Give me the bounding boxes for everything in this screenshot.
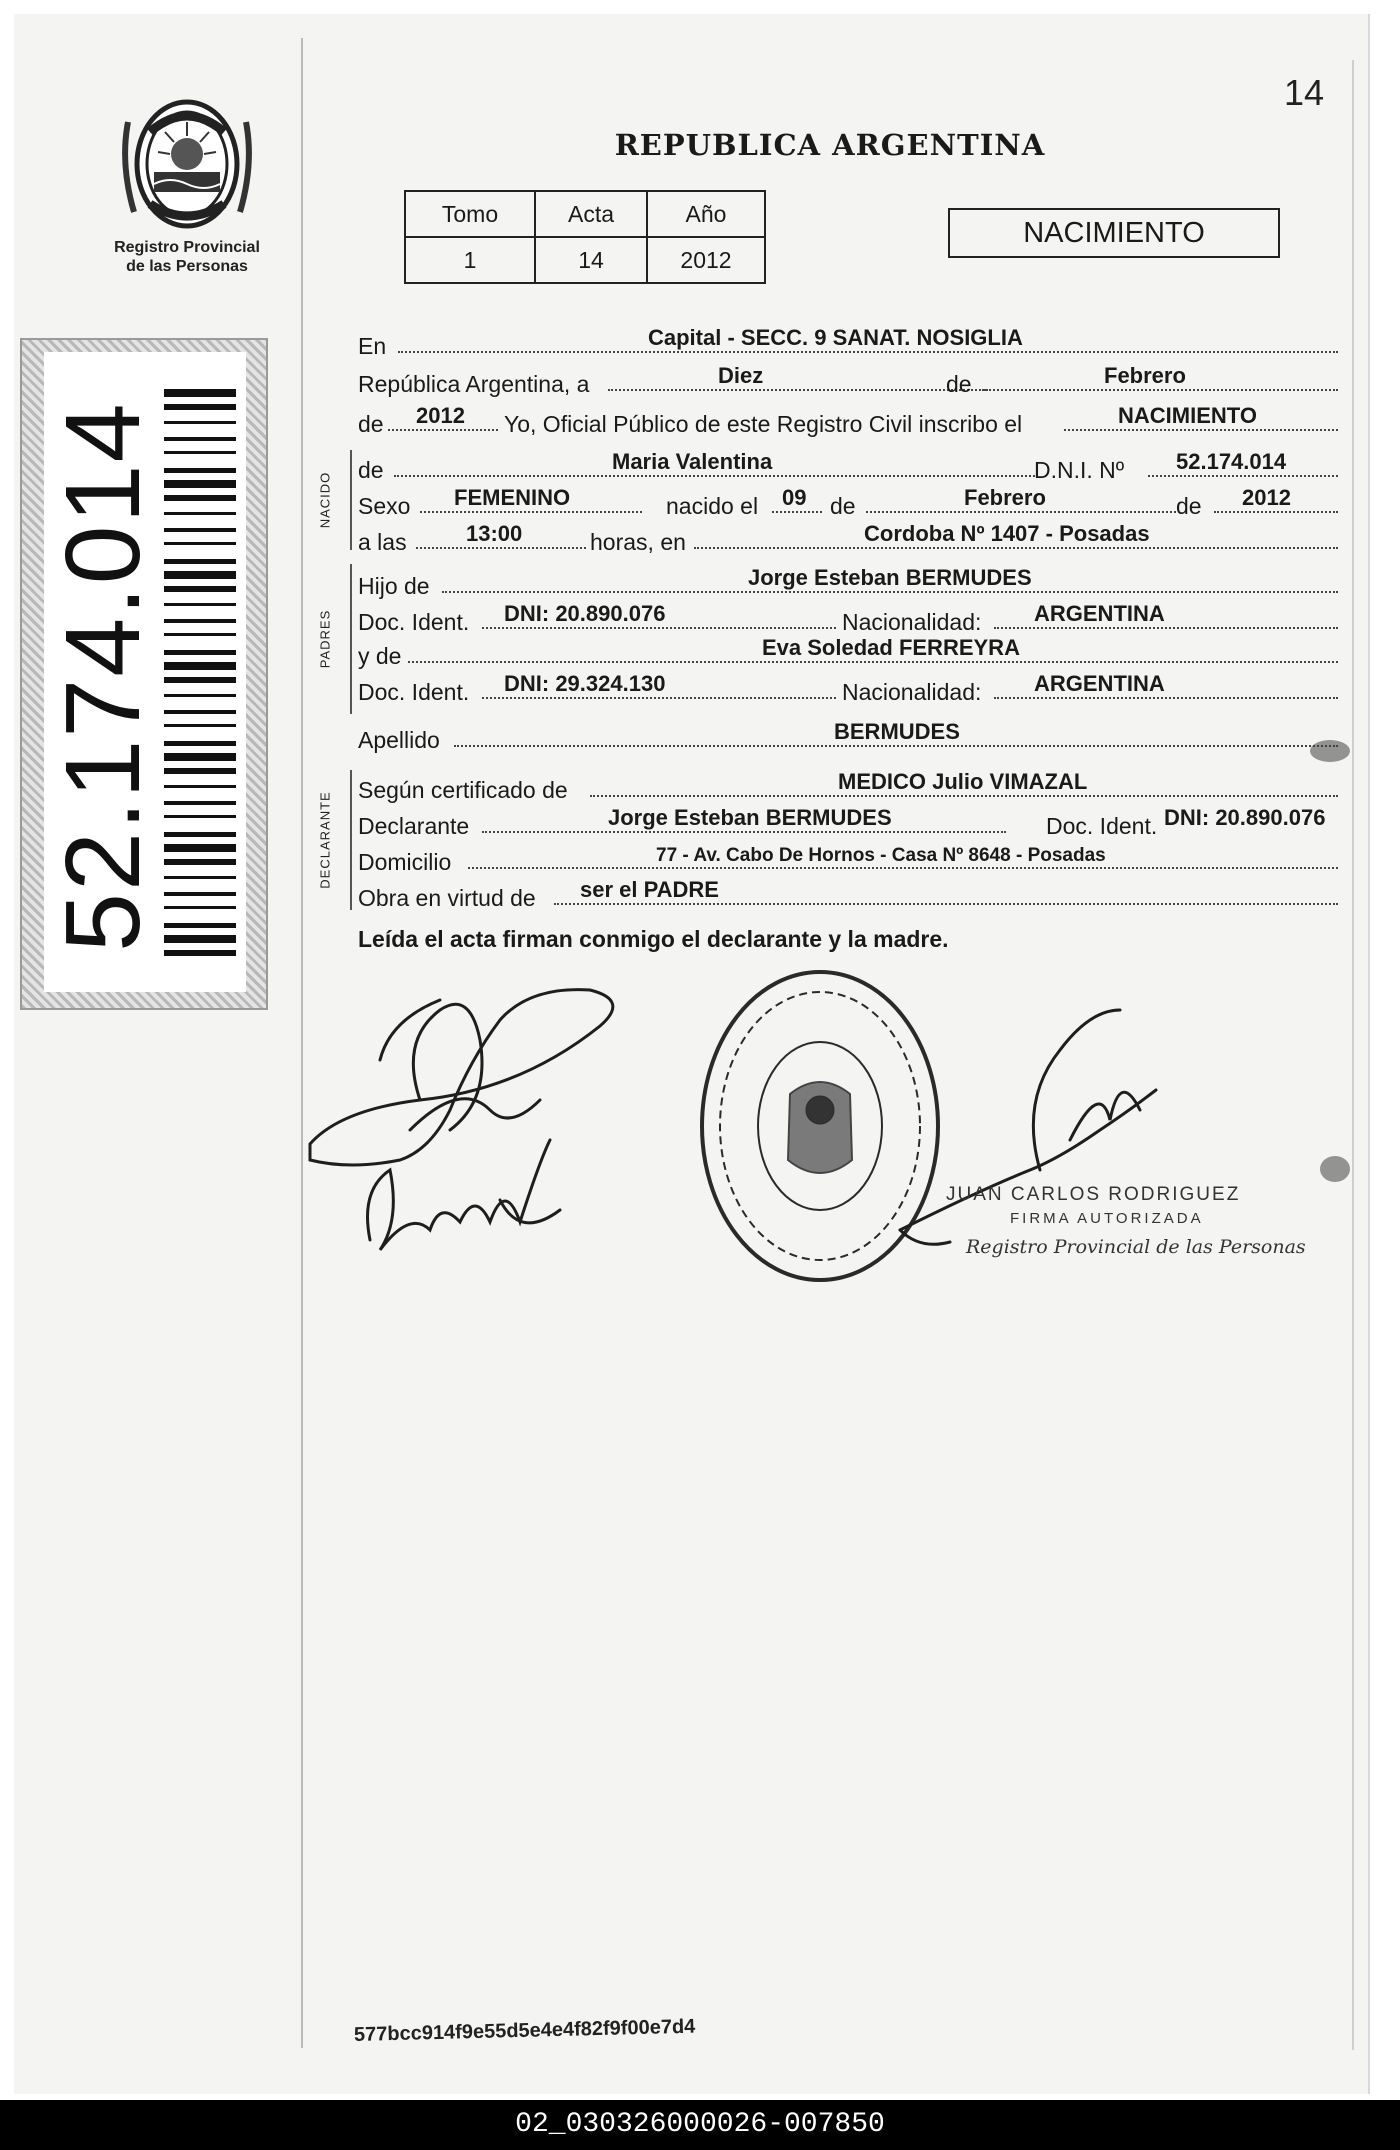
nacido-dia: 09 bbox=[782, 485, 807, 510]
row-lugar: En Capital - SECC. 9 SANAT. NOSIGLIA bbox=[358, 330, 1338, 362]
strip-id-number: 52.174.014 bbox=[44, 401, 162, 952]
row-hora-lugar: a las 13:00 horas, en Cordoba Nº 1407 - Posadas bbox=[358, 526, 1338, 558]
lugar-nacimiento: Cordoba Nº 1407 - Posadas bbox=[864, 521, 1150, 546]
document-hash: 577bcc914f9e55d5e4e4f82f9f00e7d4 bbox=[353, 2015, 696, 2046]
hora-nacimiento: 13:00 bbox=[466, 521, 523, 546]
acta-value: 14 bbox=[535, 237, 647, 283]
record-reference-table bbox=[404, 190, 766, 284]
mother-signature bbox=[368, 1140, 561, 1250]
dia-inscripcion: Diez bbox=[718, 363, 764, 388]
closing-statement: Leída el acta firman conmigo el declarante y la madre. bbox=[358, 926, 949, 952]
row-nombre: de Maria Valentina D.N.I. Nº 52.174.014 bbox=[358, 454, 1338, 486]
nombre-nacido: Maria Valentina bbox=[612, 449, 773, 474]
anio-inscripcion: 2012 bbox=[416, 403, 465, 428]
tomo-value: 1 bbox=[405, 237, 535, 283]
nacido-anio: 2012 bbox=[1242, 485, 1291, 510]
anio-header: Año bbox=[647, 191, 765, 237]
official-name: JUAN CARLOS RODRIGUEZ bbox=[946, 1184, 1241, 1205]
provincia-de-misiones-emblem bbox=[120, 92, 254, 232]
row-apellido: Apellido BERMUDES bbox=[358, 724, 1338, 756]
barcode-icon bbox=[164, 388, 236, 956]
ink-smudge bbox=[1320, 1156, 1350, 1182]
row-declarante: Declarante Jorge Esteban BERMUDES Doc. Ident. DNI: 20.890.076 bbox=[358, 810, 1338, 842]
row-sexo: Sexo FEMENINO nacido el 09 de Febrero de 2012 bbox=[358, 490, 1338, 522]
row-padre-doc: Doc. Ident. DNI: 20.890.076 Nacionalidad: ARGENTINA bbox=[358, 606, 1338, 638]
sexo-value: FEMENINO bbox=[454, 485, 571, 510]
certificado-medico: MEDICO Julio VIMAZAL bbox=[838, 769, 1088, 794]
doc-padre: DNI: 20.890.076 bbox=[504, 601, 666, 626]
section-declarante: DECLARANTE bbox=[317, 791, 333, 889]
nombre-padre: Jorge Esteban BERMUDES bbox=[748, 565, 1032, 590]
nombre-madre: Eva Soledad FERREYRA bbox=[762, 635, 1020, 660]
row-anio: de 2012 Yo, Oficial Público de este Registro Civil inscribo el NACIMIENTO bbox=[358, 408, 1338, 440]
row-domicilio: Domicilio 77 - Av. Cabo De Hornos - Casa Nº 8648 - Posadas bbox=[358, 846, 1338, 878]
nacionalidad-padre: ARGENTINA bbox=[1034, 601, 1165, 626]
domicilio-value: 77 - Av. Cabo De Hornos - Casa Nº 8648 - Posadas bbox=[656, 845, 1106, 866]
declarant-signature bbox=[310, 990, 613, 1165]
tipo-inscripcion: NACIMIENTO bbox=[1118, 403, 1257, 428]
record-type: NACIMIENTO bbox=[948, 208, 1280, 258]
official-role: FIRMA AUTORIZADA bbox=[1010, 1210, 1204, 1227]
doc-madre: DNI: 29.324.130 bbox=[504, 671, 666, 696]
dni-nacido: 52.174.014 bbox=[1176, 449, 1287, 474]
tomo-header: Tomo bbox=[405, 191, 535, 237]
id-number-strip bbox=[20, 338, 268, 1010]
anio-value: 2012 bbox=[647, 237, 765, 283]
ink-smudge bbox=[1310, 740, 1350, 762]
scan-footer-code: 02_030326000026-007850 bbox=[0, 2100, 1400, 2150]
nombre-declarante: Jorge Esteban BERMUDES bbox=[608, 805, 892, 830]
right-edge-rule bbox=[1352, 60, 1354, 2050]
document-heading: REPUBLICA ARGENTINA bbox=[614, 128, 1046, 162]
row-obra: Obra en virtud de ser el PADRE bbox=[358, 882, 1338, 914]
section-padres: PADRES bbox=[317, 609, 333, 669]
page-number: 14 bbox=[1284, 72, 1325, 113]
signatures-area bbox=[300, 960, 1300, 1320]
mes-inscripcion: Febrero bbox=[1104, 363, 1186, 388]
registry-caption: Registro Provincial de las Personas bbox=[114, 239, 260, 275]
row-madre: y de Eva Soledad FERREYRA bbox=[358, 640, 1338, 672]
section-nacido: NACIDO bbox=[317, 471, 333, 529]
row-fecha: República Argentina, a Diez de Febrero bbox=[358, 368, 1338, 400]
obra-value: ser el PADRE bbox=[580, 877, 719, 902]
official-office: Registro Provincial de las Personas bbox=[966, 1236, 1306, 1258]
doc-declarante: DNI: 20.890.076 bbox=[1164, 805, 1326, 830]
row-certificado: Según certificado de MEDICO Julio VIMAZAL bbox=[358, 774, 1338, 806]
row-madre-doc: Doc. Ident. DNI: 29.324.130 Nacionalidad: ARGENTINA bbox=[358, 676, 1338, 708]
apellido-value: BERMUDES bbox=[834, 719, 960, 744]
nacionalidad-madre: ARGENTINA bbox=[1034, 671, 1165, 696]
lugar-inscripcion: Capital - SECC. 9 SANAT. NOSIGLIA bbox=[648, 325, 1023, 350]
row-padre: Hijo de Jorge Esteban BERMUDES bbox=[358, 570, 1338, 602]
acta-header: Acta bbox=[535, 191, 647, 237]
nacido-mes: Febrero bbox=[964, 485, 1046, 510]
